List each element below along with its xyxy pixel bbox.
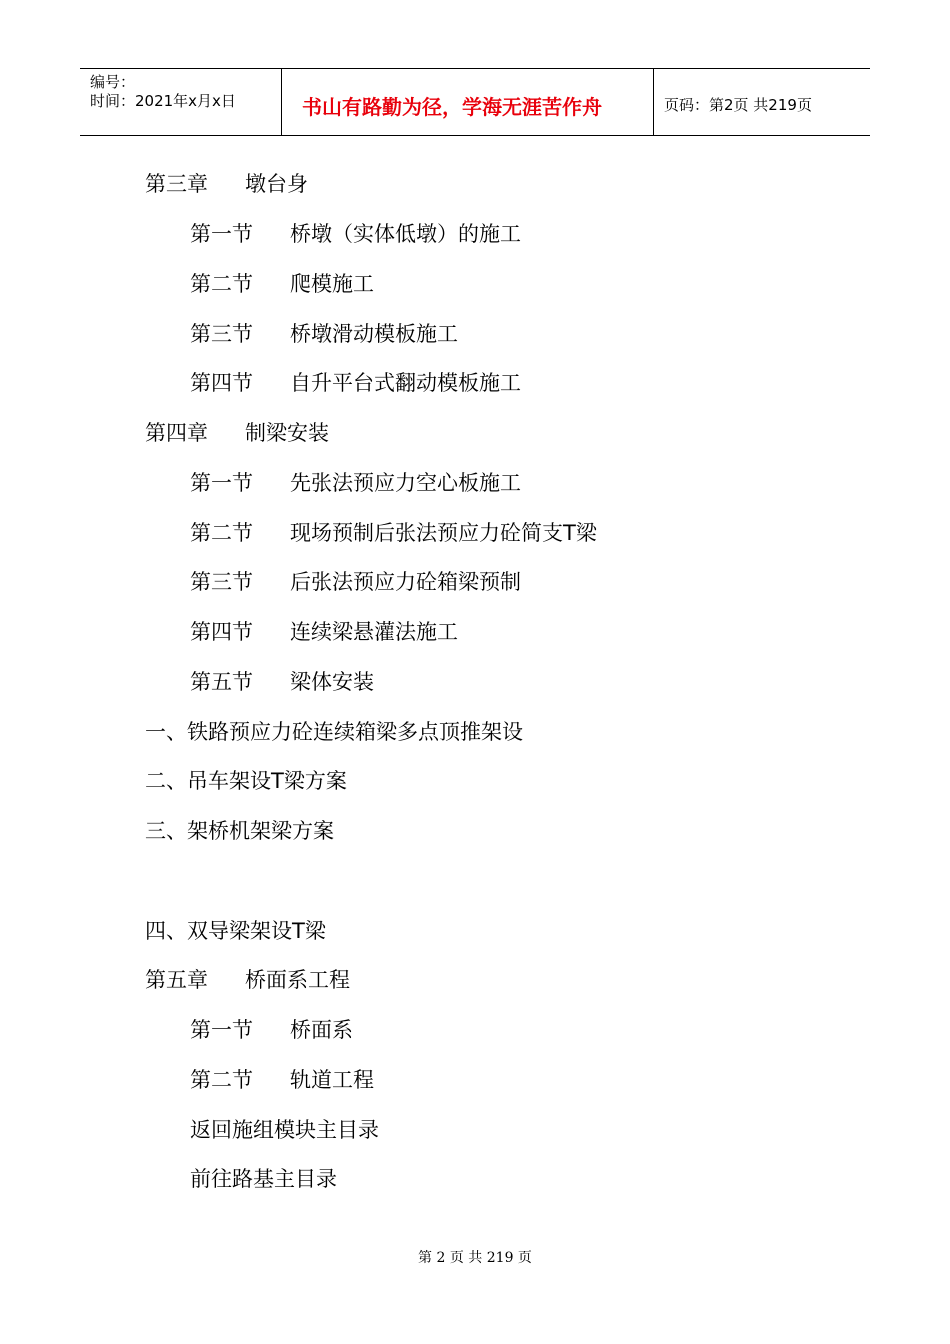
toc-item[interactable] xyxy=(145,917,326,945)
header-page-cell xyxy=(654,69,870,135)
goto-subgrade-menu-link[interactable] xyxy=(190,1165,337,1193)
toc-title: 桥墩滑动模板施工 xyxy=(290,322,458,346)
toc-item[interactable] xyxy=(145,718,523,746)
toc-title: 爬模施工 xyxy=(290,272,374,296)
toc-number: 第三节 xyxy=(190,570,253,594)
toc-title: 桥面系工程 xyxy=(245,968,350,992)
toc-title: 梁体安装 xyxy=(290,670,374,694)
toc-number: 第三章 xyxy=(145,172,208,196)
toc-number: 第一节 xyxy=(190,1018,253,1042)
toc-section[interactable] xyxy=(190,618,458,646)
toc-number: 第三节 xyxy=(190,322,253,346)
header-meta-cell xyxy=(80,69,282,135)
toc-section[interactable] xyxy=(190,519,597,547)
toc-number: 第二节 xyxy=(190,1068,253,1092)
document-date-label: 时间：2021年x月x日 xyxy=(90,92,236,110)
toc-title: 墩台身 xyxy=(245,172,308,196)
return-main-menu-link[interactable] xyxy=(190,1116,379,1144)
toc-section[interactable] xyxy=(190,568,521,596)
toc-entry-text: 返回施组模块主目录 xyxy=(190,1118,379,1142)
toc-title: 桥墩（实体低墩）的施工 xyxy=(290,222,521,246)
toc-number: 第二节 xyxy=(190,521,253,545)
page-footer: 第 2 页 共 219 页 xyxy=(418,1250,532,1266)
toc-title: 连续梁悬灌法施工 xyxy=(290,620,458,644)
toc-number: 第一节 xyxy=(190,471,253,495)
toc-section[interactable] xyxy=(190,369,521,397)
toc-title: 先张法预应力空心板施工 xyxy=(290,471,521,495)
toc-entry-text: 前往路基主目录 xyxy=(190,1167,337,1191)
toc-title: 轨道工程 xyxy=(290,1068,374,1092)
toc-section[interactable] xyxy=(190,320,458,348)
header-motto: 书山有路勤为径，学海无涯苦作舟 xyxy=(302,95,602,119)
toc-title: 制梁安装 xyxy=(245,421,329,445)
toc-number: 第四节 xyxy=(190,620,253,644)
toc-section[interactable] xyxy=(190,270,374,298)
document-number-label: 编号： xyxy=(90,73,136,91)
toc-title: 后张法预应力砼箱梁预制 xyxy=(290,570,521,594)
toc-number: 第一节 xyxy=(190,222,253,246)
toc-section[interactable] xyxy=(190,668,374,696)
toc-entry-text: 二、吊车架设T梁方案 xyxy=(145,769,347,793)
toc-section[interactable] xyxy=(190,1016,353,1044)
toc-number: 第四章 xyxy=(145,421,208,445)
toc-number: 第五节 xyxy=(190,670,253,694)
toc-item[interactable] xyxy=(145,817,334,845)
toc-chapter-3[interactable] xyxy=(145,170,308,198)
toc-entry-text: 三、架桥机架梁方案 xyxy=(145,819,334,843)
toc-title: 自升平台式翻动模板施工 xyxy=(290,371,521,395)
toc-item[interactable] xyxy=(145,767,347,795)
toc-chapter-4[interactable] xyxy=(145,419,329,447)
header-page-info: 页码：第2页 共219页 xyxy=(664,96,812,114)
toc-chapter-5[interactable] xyxy=(145,966,350,994)
toc-section[interactable] xyxy=(190,1066,374,1094)
toc-title: 现场预制后张法预应力砼简支T梁 xyxy=(290,521,597,545)
header-motto-cell xyxy=(282,69,654,135)
toc-number: 第五章 xyxy=(145,968,208,992)
toc-section[interactable] xyxy=(190,220,521,248)
toc-entry-text: 一、铁路预应力砼连续箱梁多点顶推架设 xyxy=(145,720,523,744)
toc-section[interactable] xyxy=(190,469,521,497)
toc-number: 第二节 xyxy=(190,272,253,296)
toc-entry-text: 四、双导梁架设T梁 xyxy=(145,919,326,943)
toc-title: 桥面系 xyxy=(290,1018,353,1042)
page-header xyxy=(80,68,870,136)
toc-number: 第四节 xyxy=(190,371,253,395)
